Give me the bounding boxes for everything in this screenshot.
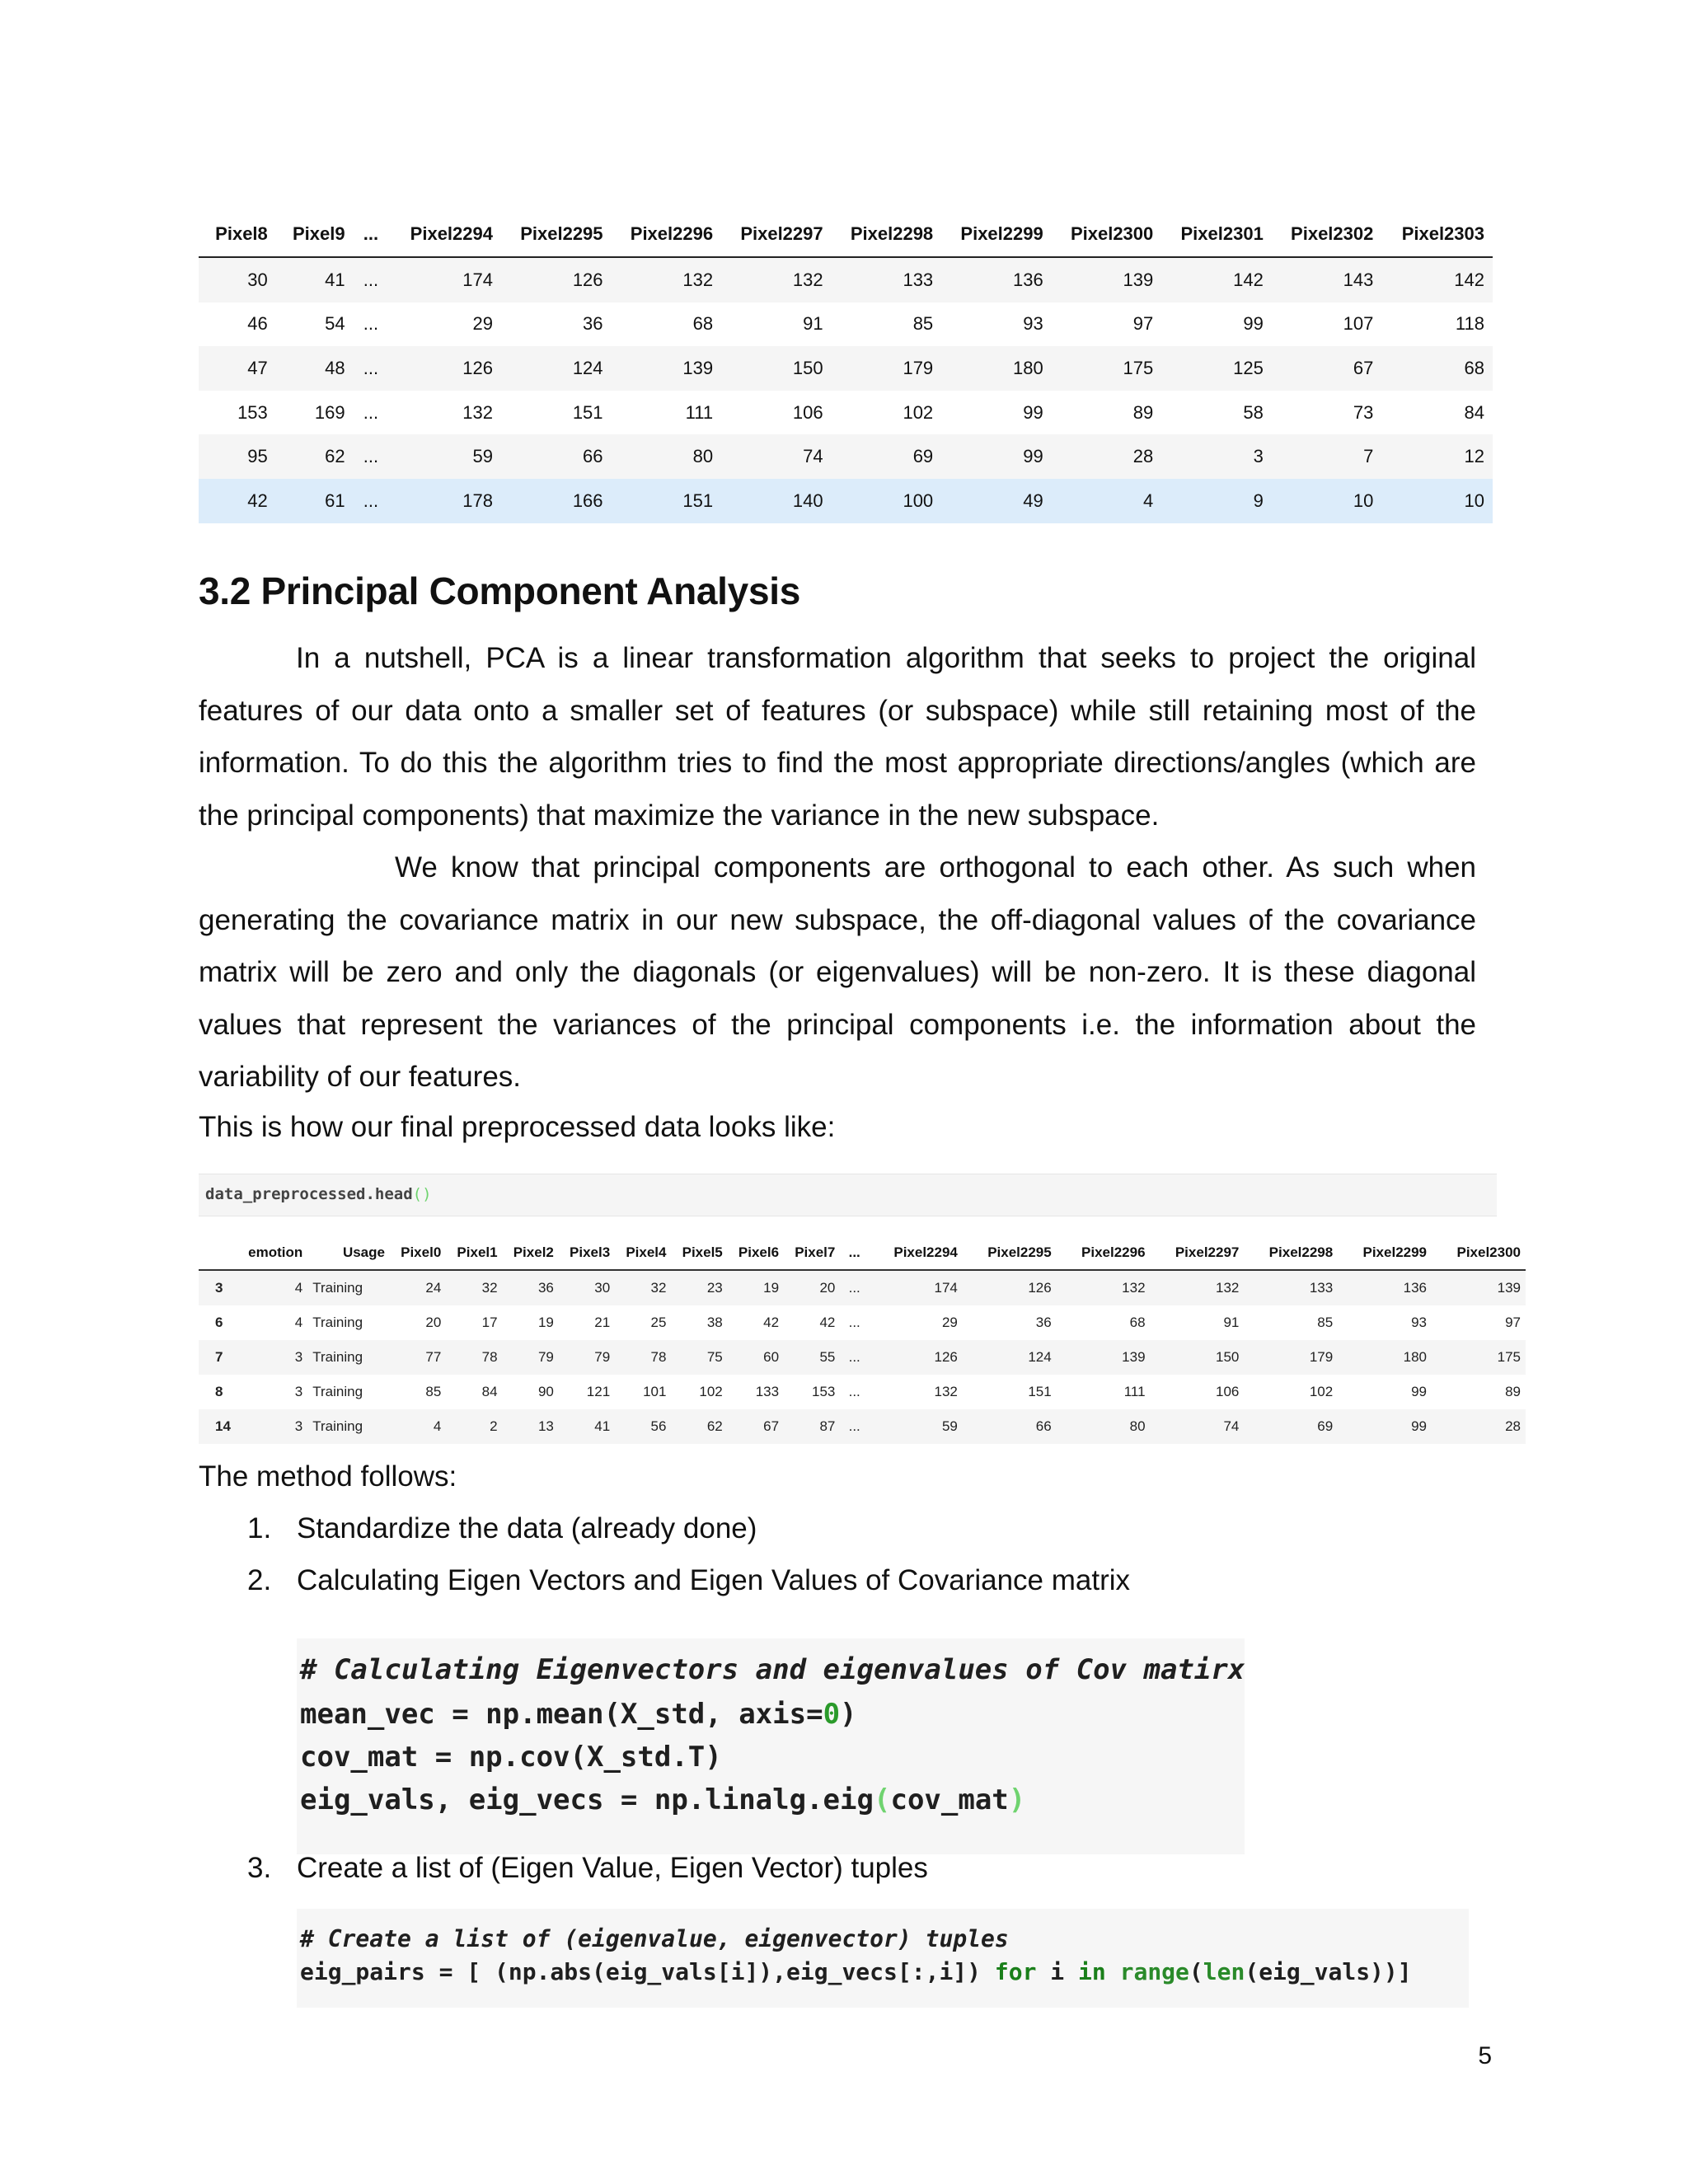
table-cell: 151 bbox=[612, 479, 722, 523]
paragraph-pca-intro: In a nutshell, PCA is a linear transformation algorithm that seeks to project the original features of our data onto a smaller set of features (or subspace) while still retaining most of the information. To do this the algorithm tries to find the most appropriate directions/angles (which are the principal components) that maximize the variance in the new subspace. bbox=[199, 642, 1476, 832]
column-header: Pixel2302 bbox=[1272, 211, 1382, 257]
table-cell: 36 bbox=[503, 1270, 559, 1305]
table-cell: 175 bbox=[1052, 346, 1162, 391]
table-cell: 175 bbox=[1432, 1340, 1526, 1375]
table-cell: 54 bbox=[325, 313, 345, 335]
table-cell: 24 bbox=[390, 1270, 446, 1305]
column-header: Pixel2300 bbox=[1432, 1236, 1526, 1270]
table-cell: 153 bbox=[237, 401, 268, 423]
table-cell: 61 bbox=[276, 479, 354, 523]
table-cell: 59 bbox=[388, 434, 501, 479]
code-line: mean_vec = np.mean(X_std, axis=0) bbox=[300, 1698, 857, 1731]
table-cell: 69 bbox=[1244, 1409, 1338, 1444]
table-cell: 69 bbox=[832, 434, 942, 479]
column-header: emotion bbox=[243, 1236, 307, 1270]
table-cell: 30 bbox=[559, 1270, 615, 1305]
table-header-row bbox=[199, 1236, 1526, 1270]
table-cell: 28 bbox=[1432, 1409, 1526, 1444]
table-cell: 78 bbox=[615, 1340, 671, 1375]
table-cell: 139 bbox=[1052, 257, 1162, 302]
section-title: 3.2 Principal Component Analysis bbox=[199, 569, 800, 612]
table-cell: 102 bbox=[903, 401, 934, 423]
table-cell: 111 bbox=[1123, 1384, 1146, 1399]
table-row bbox=[199, 479, 1493, 523]
table-cell: 97 bbox=[1132, 313, 1154, 335]
table-cell: 62 bbox=[276, 434, 354, 479]
table-cell: 106 bbox=[1215, 1384, 1240, 1399]
table-cell: 132 bbox=[1151, 1270, 1245, 1305]
table-cell: 68 bbox=[1129, 1315, 1146, 1330]
column-header: Pixel2296 bbox=[1057, 1236, 1151, 1270]
column-header: Pixel6 bbox=[728, 1236, 784, 1270]
column-header: Pixel2298 bbox=[832, 211, 942, 257]
table-cell: 126 bbox=[869, 1340, 963, 1375]
column-header: Pixel2300 bbox=[1052, 211, 1162, 257]
code-line: eig_pairs = [ (np.abs(eig_vals[i]),eig_vecs[:,i]) for i in range(len(eig_vals))] bbox=[300, 1958, 1412, 1985]
table-cell: 93 bbox=[1411, 1315, 1428, 1330]
method-heading: The method follows: bbox=[199, 1460, 457, 1493]
table-row bbox=[199, 257, 1493, 302]
paragraph-pca-covariance: We know that principal components are orthogonal to each other. As such when generating the covariance matrix in our new subspace, the off-diagonal values of the covariance matrix will be zero and only the diagonals (or eigenvalues) will be non-zero. It is these diagonal values that represent the variances of the principal components i.e. the information about the variability of our features. bbox=[199, 851, 1476, 1093]
table-cell: 151 bbox=[1028, 1384, 1052, 1399]
table-cell: 2 bbox=[446, 1409, 502, 1444]
table-cell: 9 bbox=[1161, 479, 1272, 523]
table-cell: 36 bbox=[1035, 1315, 1052, 1330]
table-cell: 41 bbox=[559, 1409, 615, 1444]
table-cell: 7 bbox=[1272, 434, 1382, 479]
table-cell: 174 bbox=[388, 257, 501, 302]
table-row bbox=[199, 1340, 1526, 1375]
list-number: 1. bbox=[247, 1512, 272, 1544]
table-cell: 38 bbox=[706, 1315, 723, 1330]
column-header: Pixel2295 bbox=[963, 1236, 1057, 1270]
table-cell: 23 bbox=[671, 1270, 727, 1305]
table-cell: 150 bbox=[721, 346, 832, 391]
table-cell: 133 bbox=[755, 1384, 780, 1399]
table-cell: ... bbox=[840, 1270, 869, 1305]
table-cell: 102 bbox=[1309, 1384, 1334, 1399]
table-cell: 142 bbox=[1161, 257, 1272, 302]
table-cell: 12 bbox=[1381, 434, 1493, 479]
table-cell: ... bbox=[363, 401, 379, 423]
table-cell: 13 bbox=[503, 1409, 559, 1444]
table-cell: 132 bbox=[462, 401, 493, 423]
table-cell: 106 bbox=[792, 401, 823, 423]
table-cell: 99 bbox=[1023, 401, 1043, 423]
table-cell: 59 bbox=[869, 1409, 963, 1444]
table-cell: 139 bbox=[612, 346, 722, 391]
table-cell: 133 bbox=[832, 257, 942, 302]
table-cell: 84 bbox=[481, 1384, 498, 1399]
table-cell: 32 bbox=[446, 1270, 502, 1305]
table-cell: 80 bbox=[612, 434, 722, 479]
table-cell: 139 bbox=[1057, 1340, 1151, 1375]
table-cell: Training bbox=[307, 1340, 390, 1375]
column-header: Pixel8 bbox=[199, 211, 276, 257]
table-cell: 174 bbox=[869, 1270, 963, 1305]
table-cell: Training bbox=[307, 1270, 390, 1305]
column-header: Pixel2297 bbox=[1151, 1236, 1245, 1270]
table-row bbox=[199, 434, 1493, 479]
code-block-eigen bbox=[297, 1638, 1245, 1854]
table-cell: 124 bbox=[963, 1340, 1057, 1375]
table-cell: 180 bbox=[1338, 1340, 1432, 1375]
table-cell: 4 bbox=[294, 1315, 303, 1330]
table-cell: 166 bbox=[501, 479, 612, 523]
table-cell: 179 bbox=[1244, 1340, 1338, 1375]
table-cell: 97 bbox=[1505, 1315, 1521, 1330]
table-cell: 126 bbox=[501, 257, 612, 302]
table-cell: 3 bbox=[243, 1340, 307, 1375]
table-cell: 10 bbox=[1381, 479, 1493, 523]
table-cell: 20 bbox=[784, 1270, 840, 1305]
column-header: Pixel4 bbox=[615, 1236, 671, 1270]
table-cell: 85 bbox=[1317, 1315, 1334, 1330]
table-cell: 47 bbox=[199, 346, 276, 391]
table-cell: 132 bbox=[1057, 1270, 1151, 1305]
row-index: 14 bbox=[199, 1409, 243, 1444]
table-cell: ... bbox=[354, 346, 389, 391]
table-row bbox=[199, 1270, 1526, 1305]
table-cell: 87 bbox=[784, 1409, 840, 1444]
table-cell: 99 bbox=[941, 434, 1052, 479]
table-cell: 80 bbox=[1057, 1409, 1151, 1444]
table-cell: 19 bbox=[537, 1315, 554, 1330]
table-cell: 99 bbox=[1243, 313, 1264, 335]
table-cell: 10 bbox=[1272, 479, 1382, 523]
table-cell: 21 bbox=[594, 1315, 611, 1330]
code-cell: data_preprocessed.head() bbox=[199, 1174, 1497, 1216]
list-item: Standardize the data (already done) bbox=[297, 1512, 757, 1544]
row-index: 8 bbox=[215, 1384, 223, 1399]
table-cell: 126 bbox=[388, 346, 501, 391]
table-cell: ... bbox=[354, 257, 389, 302]
preprocessed-intro-line: This is how our final preprocessed data looks like: bbox=[199, 1111, 836, 1143]
table-cell: 136 bbox=[941, 257, 1052, 302]
table-cell: 28 bbox=[1052, 434, 1162, 479]
table-cell: 107 bbox=[1343, 313, 1374, 335]
table-cell: 178 bbox=[388, 479, 501, 523]
table-cell: 73 bbox=[1353, 401, 1374, 423]
code-comment: # Create a list of (eigenvalue, eigenvector) tuples bbox=[300, 1925, 1009, 1952]
table-cell: 133 bbox=[1244, 1270, 1338, 1305]
column-header: Pixel2298 bbox=[1244, 1236, 1338, 1270]
table-cell: 124 bbox=[501, 346, 612, 391]
table-cell: 77 bbox=[390, 1340, 446, 1375]
table-cell: 150 bbox=[1151, 1340, 1245, 1375]
table-cell: 67 bbox=[728, 1409, 784, 1444]
table-cell: 48 bbox=[276, 346, 354, 391]
code-comment: # Calculating Eigenvectors and eigenvalues of Cov matirx bbox=[300, 1653, 1245, 1686]
row-index: 3 bbox=[199, 1270, 243, 1305]
table-cell: 118 bbox=[1455, 313, 1484, 335]
table-cell: 68 bbox=[1381, 346, 1493, 391]
table-cell: 29 bbox=[472, 313, 493, 335]
table-cell: 121 bbox=[586, 1384, 611, 1399]
table-cell: 85 bbox=[912, 313, 934, 335]
table-cell: 179 bbox=[832, 346, 942, 391]
preprocessed-table bbox=[199, 1236, 1526, 1444]
row-index: 6 bbox=[215, 1315, 223, 1330]
column-header: Pixel5 bbox=[671, 1236, 727, 1270]
table-cell: 4 bbox=[390, 1409, 446, 1444]
table-cell: ... bbox=[848, 1315, 860, 1330]
column-header bbox=[199, 1236, 243, 1270]
table-row bbox=[199, 391, 1493, 435]
preprocessed-data-screenshot bbox=[199, 1170, 1521, 1451]
table-cell: 3 bbox=[243, 1409, 307, 1444]
table-cell: 93 bbox=[1023, 313, 1043, 335]
table-cell: 36 bbox=[583, 313, 603, 335]
table-cell: 101 bbox=[643, 1384, 667, 1399]
table-cell: 84 bbox=[1464, 401, 1484, 423]
table-cell: 139 bbox=[1432, 1270, 1526, 1305]
code-line: eig_vals, eig_vecs = np.linalg.eig(cov_mat) bbox=[300, 1783, 1026, 1816]
list-item: Calculating Eigen Vectors and Eigen Values of Covariance matrix bbox=[297, 1564, 1131, 1596]
table-cell: 91 bbox=[803, 313, 823, 335]
table-cell: 132 bbox=[934, 1384, 958, 1399]
table-cell: 90 bbox=[537, 1384, 554, 1399]
table-cell: 111 bbox=[685, 401, 714, 423]
table-cell: 20 bbox=[425, 1315, 442, 1330]
table-cell: 4 bbox=[1052, 479, 1162, 523]
table-cell: 3 bbox=[1161, 434, 1272, 479]
table-cell: 180 bbox=[941, 346, 1052, 391]
table-cell: 74 bbox=[1151, 1409, 1245, 1444]
table-cell: 66 bbox=[501, 434, 612, 479]
code-block-eig-pairs bbox=[297, 1909, 1469, 2008]
table-cell: 79 bbox=[503, 1340, 559, 1375]
table-cell: 89 bbox=[1132, 401, 1154, 423]
table-cell: 125 bbox=[1161, 346, 1272, 391]
column-header: ... bbox=[840, 1236, 869, 1270]
table-cell: 17 bbox=[481, 1315, 498, 1330]
column-header: Pixel2296 bbox=[612, 211, 722, 257]
table-cell: 41 bbox=[276, 257, 354, 302]
table-cell: Training bbox=[312, 1384, 363, 1399]
table-cell: 3 bbox=[294, 1384, 303, 1399]
column-header: Pixel0 bbox=[390, 1236, 446, 1270]
column-header: Usage bbox=[307, 1236, 390, 1270]
table-cell: 49 bbox=[941, 479, 1052, 523]
table-cell: 25 bbox=[650, 1315, 667, 1330]
table-cell: ... bbox=[840, 1409, 869, 1444]
table-cell: 55 bbox=[784, 1340, 840, 1375]
table-cell: ... bbox=[848, 1384, 860, 1399]
table-cell: 42 bbox=[199, 479, 276, 523]
table-cell: 100 bbox=[832, 479, 942, 523]
table-cell: 85 bbox=[425, 1384, 442, 1399]
table-cell: 4 bbox=[243, 1270, 307, 1305]
list-number: 3. bbox=[247, 1852, 272, 1884]
table-cell: 99 bbox=[1338, 1409, 1432, 1444]
table-cell: 42 bbox=[763, 1315, 780, 1330]
table-cell: 19 bbox=[728, 1270, 784, 1305]
column-header: Pixel7 bbox=[784, 1236, 840, 1270]
column-header: Pixel2294 bbox=[388, 211, 501, 257]
table-cell: 67 bbox=[1272, 346, 1382, 391]
table-cell: 136 bbox=[1338, 1270, 1432, 1305]
table-cell: 99 bbox=[1411, 1384, 1428, 1399]
table-cell: 66 bbox=[963, 1409, 1057, 1444]
table-cell: 42 bbox=[819, 1315, 836, 1330]
page-number: 5 bbox=[1478, 2042, 1492, 2069]
table-header-row bbox=[199, 211, 1493, 257]
table-cell: 126 bbox=[963, 1270, 1057, 1305]
table-cell: 60 bbox=[728, 1340, 784, 1375]
table-cell: 89 bbox=[1505, 1384, 1521, 1399]
table-cell: 132 bbox=[612, 257, 722, 302]
column-header: Pixel2299 bbox=[1338, 1236, 1432, 1270]
column-header: ... bbox=[354, 211, 389, 257]
column-header: Pixel2299 bbox=[941, 211, 1052, 257]
column-header: Pixel3 bbox=[559, 1236, 615, 1270]
column-header: Pixel2297 bbox=[721, 211, 832, 257]
column-header: Pixel2295 bbox=[501, 211, 612, 257]
pixel-table bbox=[199, 211, 1493, 523]
table-cell: 75 bbox=[671, 1340, 727, 1375]
column-header: Pixel2301 bbox=[1161, 211, 1272, 257]
table-row bbox=[199, 346, 1493, 391]
code-line: cov_mat = np.cov(X_std.T) bbox=[300, 1741, 722, 1774]
list-number: 2. bbox=[247, 1564, 272, 1596]
table-cell: 102 bbox=[699, 1384, 723, 1399]
table-cell: 95 bbox=[199, 434, 276, 479]
table-cell: 62 bbox=[671, 1409, 727, 1444]
table-cell: 91 bbox=[1223, 1315, 1240, 1330]
table-cell: 151 bbox=[572, 401, 603, 423]
table-row bbox=[199, 1409, 1526, 1444]
column-header: Pixel2294 bbox=[869, 1236, 963, 1270]
column-header: Pixel2 bbox=[503, 1236, 559, 1270]
table-cell: 132 bbox=[721, 257, 832, 302]
table-cell: 30 bbox=[199, 257, 276, 302]
table-cell: ... bbox=[840, 1340, 869, 1375]
table-cell: ... bbox=[363, 313, 379, 335]
table-cell: 143 bbox=[1272, 257, 1382, 302]
table-row bbox=[199, 302, 1493, 347]
table-cell: 74 bbox=[721, 434, 832, 479]
table-cell: 78 bbox=[446, 1340, 502, 1375]
column-header: Pixel2303 bbox=[1381, 211, 1493, 257]
table-cell: 56 bbox=[615, 1409, 671, 1444]
row-index: 7 bbox=[199, 1340, 243, 1375]
table-cell: 79 bbox=[559, 1340, 615, 1375]
table-cell: Training bbox=[312, 1315, 363, 1330]
table-cell: 169 bbox=[314, 401, 345, 423]
table-row bbox=[199, 1375, 1526, 1409]
table-cell: 68 bbox=[692, 313, 714, 335]
column-header: Pixel9 bbox=[276, 211, 354, 257]
table-cell: 58 bbox=[1243, 401, 1264, 423]
column-header: Pixel1 bbox=[446, 1236, 502, 1270]
table-cell: 32 bbox=[615, 1270, 671, 1305]
table-cell: 29 bbox=[941, 1315, 958, 1330]
table-row bbox=[199, 1305, 1526, 1340]
list-item: Create a list of (Eigen Value, Eigen Vector) tuples bbox=[297, 1852, 928, 1884]
table-cell: 46 bbox=[247, 313, 268, 335]
table-cell: ... bbox=[354, 434, 389, 479]
table-cell: 153 bbox=[811, 1384, 836, 1399]
table-cell: 142 bbox=[1381, 257, 1493, 302]
table-cell: ... bbox=[354, 479, 389, 523]
table-cell: 140 bbox=[721, 479, 832, 523]
table-cell: Training bbox=[307, 1409, 390, 1444]
